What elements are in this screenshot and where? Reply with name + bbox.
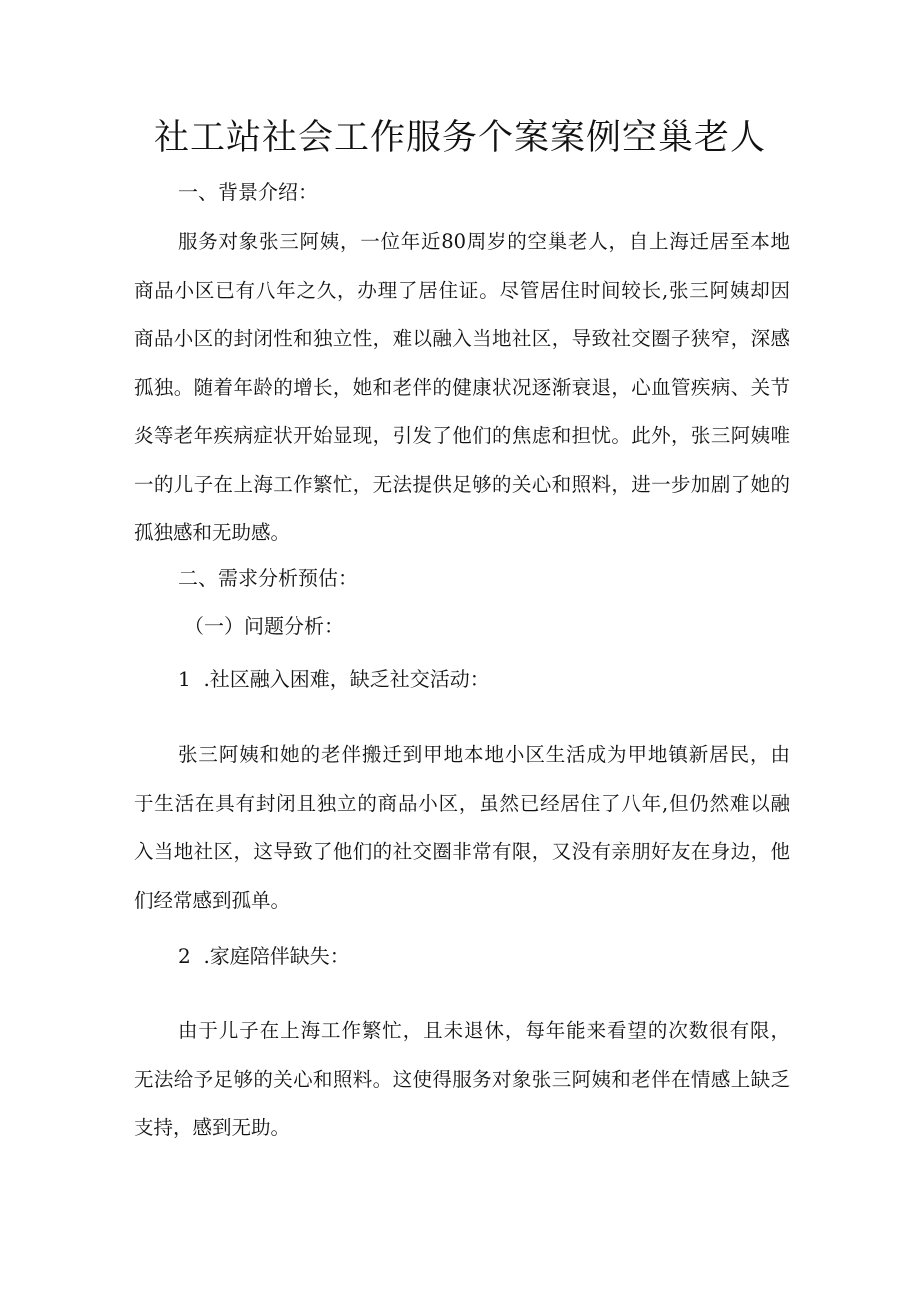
subsection-heading-problem-analysis: （一）问题分析： [184,614,344,638]
paragraph-line: 入当地社区，这导致了他们的社交圈非常有限，又没有亲朋好友在身边，他 [134,840,790,863]
document-title: 社工站社会工作服务个案案例空巢老人 [153,118,766,158]
paragraph-line: 支持，感到无助。 [134,1116,291,1139]
paragraph-line: 孤独感和无助感。 [134,521,291,544]
paragraph-line: 服务对象张三阿姨，一位年近80周岁的空巢老人，自上海迁居至本地 [178,230,790,253]
paragraph-line: 于生活在具有封闭且独立的商品小区，虽然已经居住了八年,但仍然难以融 [134,791,790,815]
background-paragraph [134,218,790,558]
paragraph-line: 炎等老年疾病症状开始显现，引发了他们的焦虑和担忧。此外，张三阿姨唯 [134,424,790,447]
section-heading-background: 一、背景介绍： [178,180,318,204]
paragraph-line: 商品小区已有八年之久，办理了居住证。尽管居住时间较长,张三阿姨却因 [134,278,790,302]
paragraph-line: 一的儿子在上海工作繁忙，无法提供足够的关心和照料，进一步加剧了她的 [134,472,790,496]
paragraph-line: 孤独。随着年龄的增长，她和老伴的健康状况逐渐衰退，心血管疾病、关节 [134,375,790,399]
paragraph-line: 张三阿姨和她的老伴搬迁到甲地本地小区生活成为甲地镇新居民，由 [178,743,790,766]
paragraph-line: 由于儿子在上海工作繁忙，且未退休，每年能来看望的次数很有限， [178,1019,790,1042]
item-heading-family: 2 .家庭陪伴缺失： [178,944,350,968]
paragraph-line: 们经常感到孤单。 [134,888,291,912]
paragraph-line: 商品小区的封闭性和独立性，难以融入当地社区，导致社交圈子狭窄，深感 [134,327,790,350]
family-paragraph [134,1007,790,1153]
section-heading-needs: 二、需求分析预估： [178,566,358,590]
paragraph-line: 无法给予足够的关心和照料。这使得服务对象张三阿姨和老伴在情感上缺乏 [134,1067,790,1091]
item-heading-community: 1 .社区融入困难，缺乏社交活动： [178,667,490,691]
community-paragraph [134,731,790,925]
